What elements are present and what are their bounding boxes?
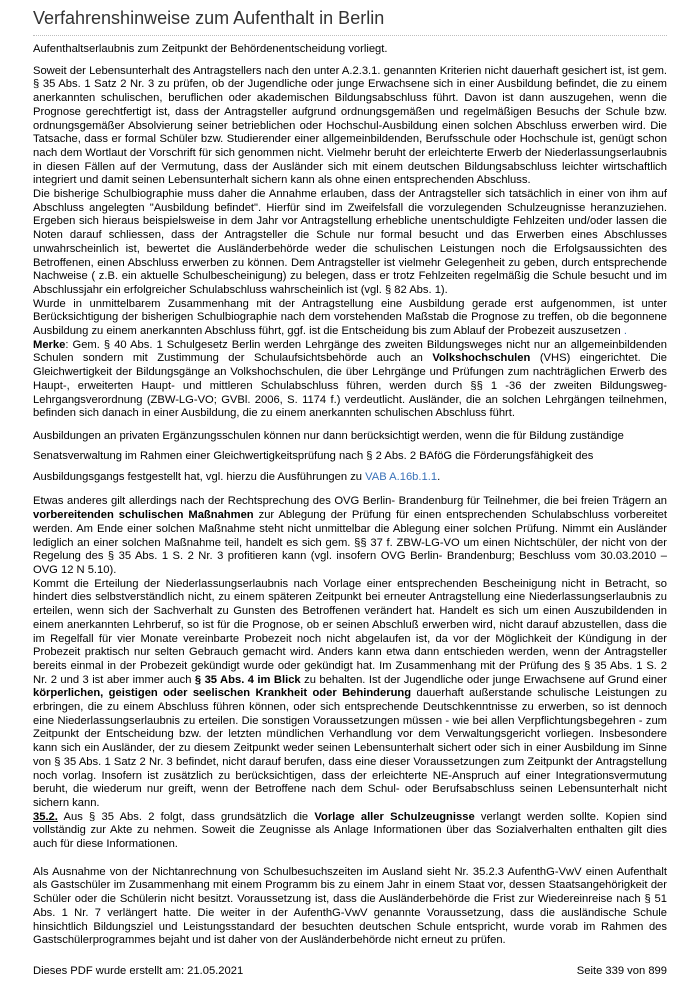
paragraph-schulbiographie: Die bisherige Schulbiographie muss daher die Annahme erlauben, dass der Antragsteller sich tatsächlich in einer von ihm auf Abschluss angelegten "Ausbildung befindet". Hierfür sind im Zweifelsfall die vorzulegenden Schulzeugnisse heranzuziehen. Ergeben sich hieraus beispielsweise in dem Jahr vor Antragstellung erhebliche unentschuldigte Fehlzeiten und/oder lassen die Noten darauf schliessen, dass der Antragsteller die Schule nur formal besucht und das Erwerben eines Abschlusses unwahrscheinlich ist, bewertet die Ausländerbehörde weder die schulischen Leistungen noch die Erfolgsaussichten des Betroffenen, einen Abschluss erwerben zu können. Dem Antragsteller ist vielmehr Gelegenheit zu geben, durch entsprechende Nachweise ( z.B. ein aktuelle Schulbescheinigung) zu belegen, dass er trotz Fehlzeiten regelmäßig die Schule besucht und im Abschlussjahr ein erfolgreicher Schulabschluss wahrscheinlich ist (vgl. § 82 Abs. 1). [33,188,667,296]
abs4-term: § 35 Abs. 4 im Blick [194,673,301,686]
volkshochschulen-term: Volkshochschulen [432,352,531,365]
section-number: 35.2. [33,810,58,823]
krankheit-term: körperlichen, geistigen oder seelischen Krankheit oder Behinderung [33,687,412,700]
paragraph-text: . [437,470,441,483]
paragraph-text: : Gem. § 40 Abs. 1 Schulgesetz Berlin werden Lehrgänge des zweiten Bildungsweges nicht nur an allgemeinbildenden Schulen sondern mit Zustimmung der Schulaufsichtsbehörde auch an [33,338,667,365]
page-number: Seite 339 von 899 [576,965,667,977]
paragraph-ovg-rechtsprechung [33,495,667,577]
schulzeugnisse-term: Vorlage aller Schulzeugnisse [314,810,475,823]
vab-link[interactable]: VAB A.16b.1.1 [365,470,438,483]
paragraph-text: Wurde in unmittelbarem Zusammenhang mit der Antragstellung eine Ausbildung gerade erst aufgenommen, ist unter Berücksichtigung der bisherigen Schulbiographie nach dem vorstehenden Maßstab die Prognose zu treffen, ob die begonnene Ausbildung zu einem anerkannten Abschluss führt, ggf. ist die Entscheidung bis zum Ablauf der Probezeit auszusetzen [33,297,667,338]
paragraph-text: dauerhaft außerstande schulische Leistungen zu erbringen, die zu einem Abschluss führen können, oder sich entsprechende Deutschkenntnisse zu erwerben, so ist dennoch eine Niederlassungserlaubnis zu erteilen. Die sonstigen Voraussetzungen müssen - wie bei allen Verpflichtungsbegehren - zum Zeitpunkt der Entscheidung bzw. der letzten mündlichen Verhandlung vor dem Verwaltungsgericht vorliegen. Insbesondere kann sich ein Ausländer, der zu diesem Zeitpunkt weder seinen Lebensunterhalt sichert oder sich in einer Ausbildung im Sinne von § 35 Abs. 1 Satz 2 Nr. 3 befindet, nicht darauf berufen, dass eine dieser Voraussetzungen zum Zeitpunkt der Antragstellung noch vorlag. Insofern ist zusätzlich zu berücksichtigen, dass der erleichterte NE-Anspruch auf einer Integrationsvermutung beruht, die wiederum nur greift, wenn der Betroffene nach dem Schul- oder Berufsabschluss seinen Lebensunterhalt nicht sichern kann. [33,687,667,809]
paragraph-text: verlangt werden sollte. Kopien sind vollständig zur Akte zu nehmen. Soweit die Zeugnisse als Anlage Informationen über das Sozialverhalten enthalten gilt dies auch für diese Informationen. [33,810,667,851]
paragraph-ergaenzungsschulen [33,426,667,488]
paragraph-text: Kommt die Erteilung der Niederlassungserlaubnis nach Vorlage einer entsprechenden Bescheinigung nicht in Betracht, so hindert dies selbstverständlich nicht, zu einem späteren Zeitpunkt bei erneuter Antragstellung eine Niederlassungserlaubnis zu erteilen, wenn sich der Sachverhalt zu Gunsten des Betroffenen verändert hat. Handelt es sich um einen Auszubildenden in einem anerkannten Lehrberuf, so ist für die Prognose, ob er seinen Abschluß erwerben wird, nicht darauf abzustellen, dass die im Regelfall für vier Monate vereinbarte Probezeit noch nicht abgelaufen ist, da vor der Möglichkeit der Kündigung in der Probezeit praktisch nur selten Gebrauch gemacht wird. Anders kann etwa dann entschieden werden, wenn der Antragsteller bereits einmal in der Probezeit gekündigt wurde oder gekündigt hat. Im Zusammenhang mit der Prüfung des § 35 Abs. 1 S. 2 Nr. 2 und 3 ist aber immer auch [33,577,667,686]
paragraph-text: Ausbildungen an privaten Ergänzungsschulen können nur dann berücksichtigt werden, wenn die für Bildung zuständige Senatsverwaltung im Rahmen einer Gleichwertigkeitsprüfung nach § 2 Abs. 2 BAföG die Förderungsfähigkeit des Ausbildungsgangs festgestellt hat, vgl. hierzu die Ausführungen zu [33,429,624,483]
paragraph-35-2 [33,811,667,852]
paragraph-text: zur Ablegung der Prüfung für einen entsprechenden Schulabschluss vorbereitet werden. Am Ende einer solchen Maßnahme steht nicht unmittelbar die Ablegung einer solchen Prüfung. Nimmt ein Ausländer lediglich an einer solchen Maßnahme teil, handelt es sich gem. §§ 37 f. ZBW-LG-VO um einen Nichtschüler, der nicht von der Regelung des § 35 Abs. 1 S. 2 Nr. 3 profitieren kann (vgl. insofern OVG Berlin- Brandenburg; Beschluss vom 30.03.2010 – OVG 12 N 5.10). [33,509,668,576]
paragraph-text: zu behalten. Ist der Jugendliche oder junge Erwachsene auf Grund einer [300,673,667,686]
paragraph-text: Aus § 35 Abs. 2 folgt, dass grundsätzlich die [57,810,315,823]
paragraph-text: Etwas anderes gilt allerdings nach der Rechtsprechung des OVG Berlin- Brandenburg für Teilnehmer, die bei freien Trägern an [33,495,667,508]
paragraph-text: (VHS) eingerichtet. Die Gleichwertigkeit der Bildungsgänge an Volkshochschulen, die über Lehrgänge und Prüfungen zum nachträglichen Erwerb des Haupt-, erweiterten Haupt- und mittleren Schulabschluss führen, werden durch §§ 1 -36 der zweiten Bildungsweg- Lehrgangsverordnung (ZBW-LG-VO; GVBl. 2006, S. 1174 f.) verdeutlicht. Ausländer, die an solchen Lehrgängen teilnehmen, befinden sich danach in einer Ausbildung, die zu einem anerkannten schulischen Abschluss führt. [33,352,668,420]
paragraph-merke [33,339,667,421]
merke-label: Merke [33,338,66,351]
paragraph-ausbildung-aufgenommen [33,298,667,339]
vorbereitende-massnahmen-term: vorbereitenden schulischen Maßnahmen [33,509,254,522]
document-body [33,43,667,948]
created-date: Dieses PDF wurde erstellt am: 21.05.2021 [33,965,244,977]
trailing-dot: . [623,325,627,338]
page-title: Verfahrenshinweise zum Aufenthalt in Berlin [33,8,667,36]
paragraph-lebensunterhalt: Soweit der Lebensunterhalt des Antragstellers nach den unter A.2.3.1. genannten Kriterien nicht dauerhaft gesichert ist, ist gem. § 35 Abs. 1 Satz 2 Nr. 3 zu prüfen, ob der Jugendliche oder junge Erwachsene sich in einer Ausbildung befindet, die zu einem anerkannten schulischen, beruflichen oder akademischen Bildungsabschluss führt. Davon ist dann auszugehen, wenn die Prognose gerechtfertigt ist, dass der Antragsteller aufgrund ordnungsgemäßen und regelmäßigen Besuchs der Schule bzw. ordnungsgemäßer Absolvierung seiner betrieblichen oder Hochschul-Ausbildung einen solchen Abschluss erwerben wird. Die Tatsache, dass er formal Schüler bzw. Studierender einer allgemeinbildenden, Berufsschule oder Hochschule ist, genügt schon nach dem Wortlaut der Vorschrift für sich genommen nicht. Vielmehr beruht der erleichterte Erwerb der Niederlassungserlaubnis in diesen Fällen auf der Vermutung, dass der Ausländer sich mit einem deutschen Bildungsabschluss leichter wirtschaftlich integriert und damit seinen Lebensunterhalt sichern kann als ohne einen entsprechenden Abschluss. [33,64,667,187]
page-footer [33,965,667,977]
paragraph-niederlassungserlaubnis [33,578,667,811]
paragraph-intro: Aufenthaltserlaubnis zum Zeitpunkt der Behördenentscheidung vorliegt. [33,43,388,55]
paragraph-gastschueler: Als Ausnahme von der Nichtanrechnung von Schulbesuchszeiten im Ausland sieht Nr. 35.2.3 AufenthG-VwV einen Aufenthalt als Gastschüler im Zusammenhang mit einem Programm bis zu einem Jahr in einem Staat vor, dessen Staatsangehörigkeit der Schüler oder die Schülerin nicht besitzt. Voraussetzung ist, dass die Ausländerbehörde die Frist zur Wiedereinreise nach § 51 Abs. 1 Nr. 7 verlängert hatte. Die weiter in der AufenthG-VwV genannte Voraussetzung, dass die ausländische Schule hinsichtlich Bildungsziel und Leistungsstandard der besuchten deutschen Schule entspricht, wurde vorab im Rahmen des Gastschülerprogrammes bejaht und ist daher von der Ausländerbehörde nicht erneut zu prüfen. [33,865,667,947]
